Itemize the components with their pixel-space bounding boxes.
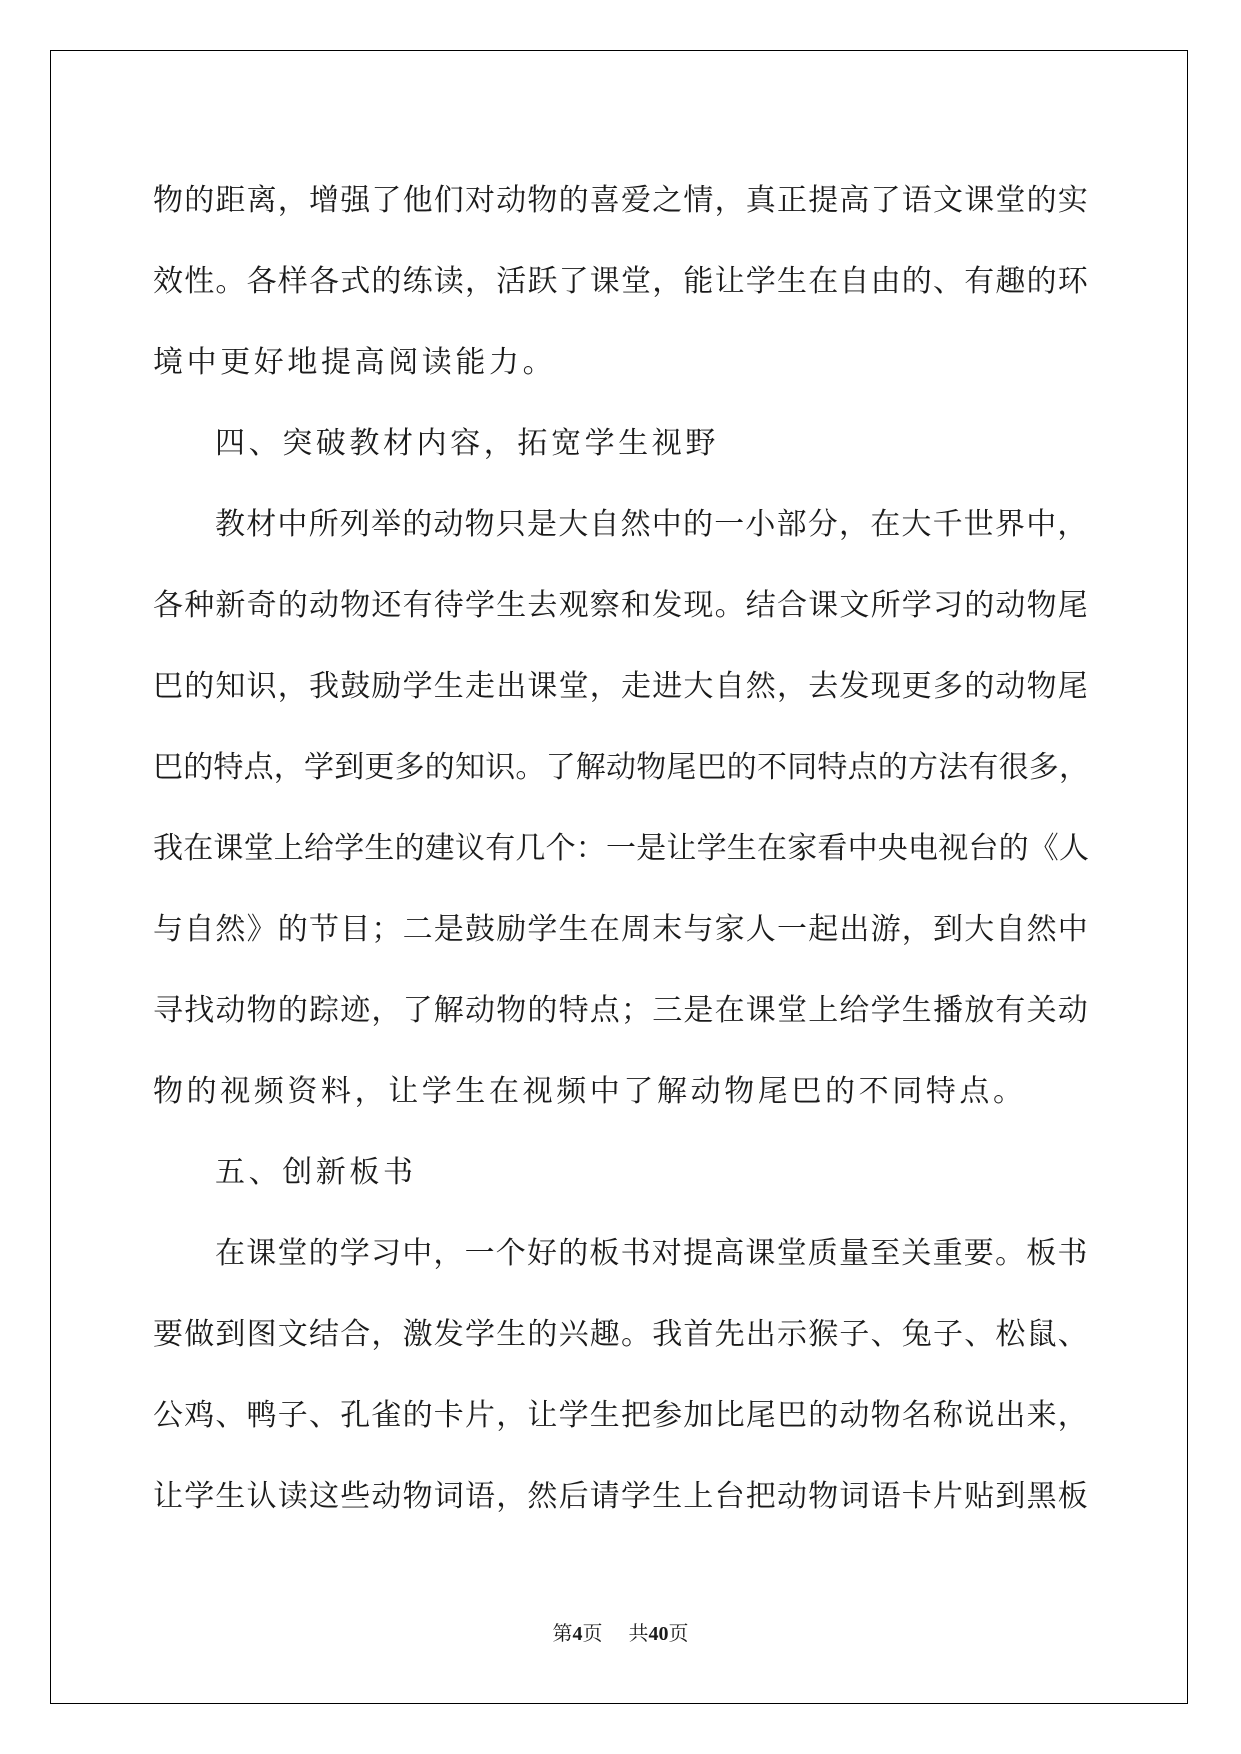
text-line: 四、突破教材内容，拓宽学生视野	[215, 426, 719, 461]
text-line: 在课堂的学习中，一个好的板书对提高课堂质量至关重要。板书	[215, 1236, 1089, 1271]
text-line: 境中更好地提高阅读能力。	[153, 345, 557, 380]
text-line: 我在课堂上给学生的建议有几个：一是让学生在家看中央电视台的《人	[153, 831, 1090, 866]
text-line: 巴的特点，学到更多的知识。了解动物尾巴的不同特点的方法有很多，	[153, 750, 1090, 785]
text-line: 五、创新板书	[215, 1155, 417, 1190]
text-line: 效性。各样各式的练读，活跃了课堂，能让学生在自由的、有趣的环	[153, 264, 1089, 299]
text-line: 公鸡、鸭子、孔雀的卡片，让学生把参加比尾巴的动物名称说出来，	[153, 1398, 1089, 1433]
text-line: 各种新奇的动物还有待学生去观察和发现。结合课文所学习的动物尾	[153, 588, 1089, 623]
text-line: 让学生认读这些动物词语，然后请学生上台把动物词语卡片贴到黑板	[153, 1479, 1089, 1514]
total-pages: 40	[648, 1623, 669, 1645]
page-footer	[0, 1617, 1241, 1646]
total-suffix: 页	[668, 1623, 689, 1645]
text-line: 物的视频资料，让学生在视频中了解动物尾巴的不同特点。	[153, 1074, 1027, 1109]
document-body	[153, 160, 1093, 1537]
text-line: 与自然》的节目；二是鼓励学生在周末与家人一起出游，到大自然中	[153, 912, 1089, 947]
page-number: 4	[572, 1623, 583, 1645]
text-line: 教材中所列举的动物只是大自然中的一小部分，在大千世界中，	[215, 507, 1089, 542]
text-line: 物的距离，增强了他们对动物的喜爱之情，真正提高了语文课堂的实	[153, 183, 1089, 218]
page-suffix: 页	[582, 1623, 603, 1645]
text-line: 巴的知识，我鼓励学生走出课堂，走进大自然，去发现更多的动物尾	[153, 669, 1089, 704]
text-line: 寻找动物的踪迹，了解动物的特点；三是在课堂上给学生播放有关动	[153, 993, 1089, 1028]
text-line: 要做到图文结合，激发学生的兴趣。我首先出示猴子、兔子、松鼠、	[153, 1317, 1089, 1352]
page-prefix: 第	[552, 1623, 573, 1645]
total-prefix: 共	[628, 1623, 649, 1645]
